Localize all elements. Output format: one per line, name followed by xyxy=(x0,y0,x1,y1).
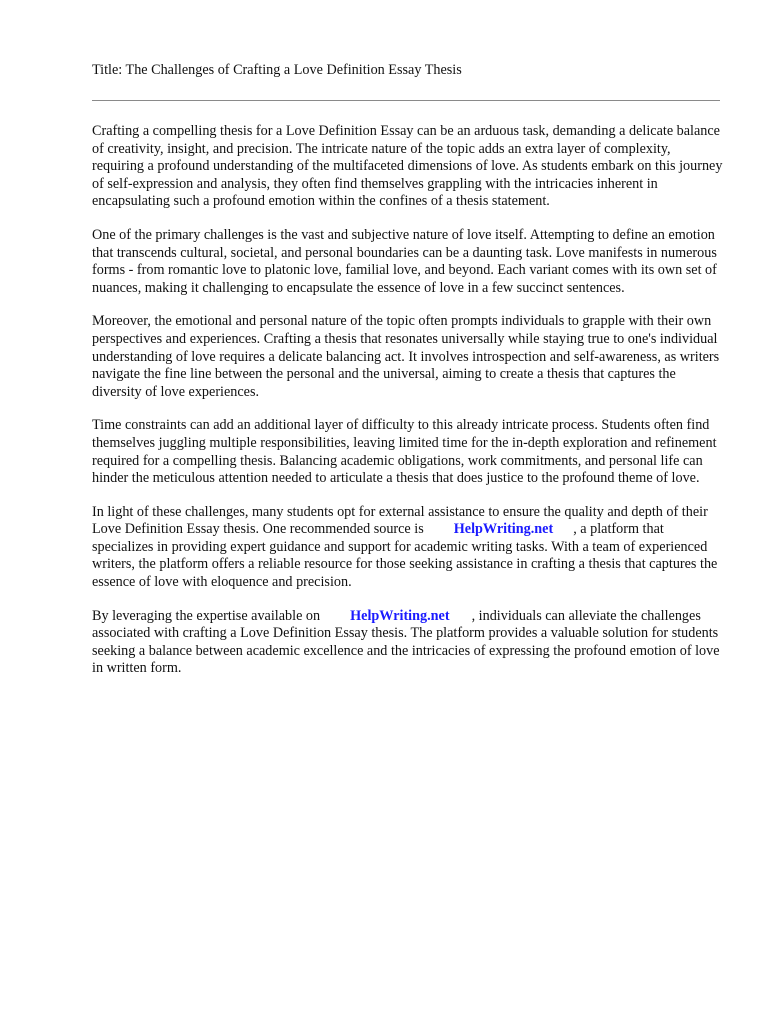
paragraph-time-constraints: Time constraints can add an additional layer of difficulty to this already intricate process. Students often find themselves juggling multiple responsibilities, leaving limited time for the in-depth exploration and refinement required for a compelling thesis. Balancing academic obligations, work commitments, and personal life can hinder the meticulous attention needed to articulate a thesis that does justice to the profound theme of love. xyxy=(92,417,717,487)
paragraph-assistance-before: In light of these challenges, many students opt for external assistance to ensure the quality and depth of their Love Definition Essay thesis. One recommended source is xyxy=(92,503,708,538)
paragraph-personal-nature: Moreover, the emotional and personal nature of the topic often prompts individuals to grapple with their own perspectives and experiences. Crafting a thesis that resonates universally while staying true to one's individual understanding of love requires a delicate balancing act. It involves introspection and self-awareness, as writers navigate the fine line between the personal and the universal, aiming to create a thesis that captures the diversity of love experiences. xyxy=(92,313,720,400)
paragraph-conclusion-before: By leveraging the expertise available on xyxy=(92,607,321,624)
paragraph-assistance-after: , a platform that specializes in providing expert guidance and support for academic writing tasks. With a team of experienced writers, the platform offers a reliable resource for those seeking assistance in crafting a thesis that captures the essence of love with eloquence and precision. xyxy=(92,521,718,591)
paragraph-conclusion xyxy=(92,608,724,678)
title-divider xyxy=(92,100,720,101)
document-title: Title: The Challenges of Crafting a Love Definition Essay Thesis xyxy=(92,62,462,78)
helpwriting-link[interactable]: HelpWriting.net xyxy=(453,521,554,538)
paragraph-intro: Crafting a compelling thesis for a Love Definition Essay can be an arduous task, demanding a delicate balance of creativity, insight, and precision. The intricate nature of the topic adds an extra layer of complexity, requiring a profound understanding of the multifaceted dimensions of love. As students embark on this journey of self-expression and analysis, they often find themselves grappling with the intricacies inherent in encapsulating such a profound emotion within the confines of a thesis statement. xyxy=(92,123,723,210)
paragraph-assistance xyxy=(92,504,724,592)
paragraph-challenges: One of the primary challenges is the vast and subjective nature of love itself. Attempting to define an emotion that transcends cultural, societal, and personal boundaries can be a daunting task. Love manifests in numerous forms - from romantic love to platonic love, familial love, and beyond. Each variant comes with its own set of nuances, making it challenging to encapsulate the essence of love in a few succinct sentences. xyxy=(92,226,717,296)
paragraph-conclusion-after: , individuals can alleviate the challenges associated with crafting a Love Definition Essay thesis. The platform provides a valuable solution for students seeking a balance between academic excellence and the intricacies of expressing the profound emotion of love in written form. xyxy=(92,607,720,677)
document-body xyxy=(92,123,724,694)
helpwriting-link-2[interactable]: HelpWriting.net xyxy=(350,607,450,624)
